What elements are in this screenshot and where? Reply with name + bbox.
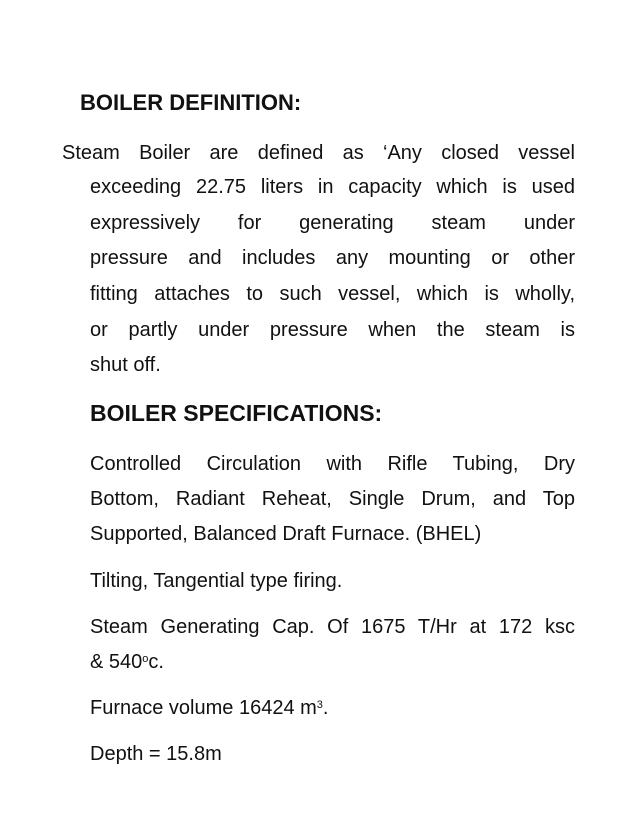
spec-circulation-line: Controlled Circulation with Rifle Tubing, Dry (90, 453, 575, 475)
definition-line: or partly under pressure when the steam is (90, 319, 575, 341)
spec-firing-type: Tilting, Tangential type firing. (90, 570, 343, 592)
spec-furnace-volume (90, 694, 328, 722)
spec-depth: Depth = 15.8m (90, 743, 222, 765)
definition-line: fitting attaches to such vessel, which is wholly, (90, 283, 575, 305)
definition-line: Steam Boiler are defined as ‘Any closed vessel (62, 142, 575, 164)
definition-line: exceeding 22.75 liters in capacity which is used (90, 176, 575, 198)
boiler-definition-heading: BOILER DEFINITION: (80, 90, 302, 115)
temperature-unit: c. (148, 651, 164, 673)
cubic-superscript: 3 (316, 699, 323, 711)
boiler-specifications-heading: BOILER SPECIFICATIONS: (90, 400, 383, 426)
definition-line: pressure and includes any mounting or other (90, 247, 575, 269)
definition-line: shut off. (90, 354, 161, 376)
temperature-value: & 540 (90, 651, 143, 673)
spec-circulation-line: Bottom, Radiant Reheat, Single Drum, and Top (90, 488, 575, 510)
degree-superscript: o (142, 653, 149, 665)
definition-line: expressively for generating steam under (90, 212, 575, 234)
furnace-volume-text: Furnace volume 16424 m (90, 697, 317, 719)
furnace-volume-suffix: . (322, 697, 329, 719)
spec-steam-temperature-line (90, 648, 164, 676)
spec-circulation-line: Supported, Balanced Draft Furnace. (BHEL) (90, 523, 482, 545)
spec-steam-capacity-line: Steam Generating Cap. Of 1675 T/Hr at 172 ksc (90, 616, 575, 638)
